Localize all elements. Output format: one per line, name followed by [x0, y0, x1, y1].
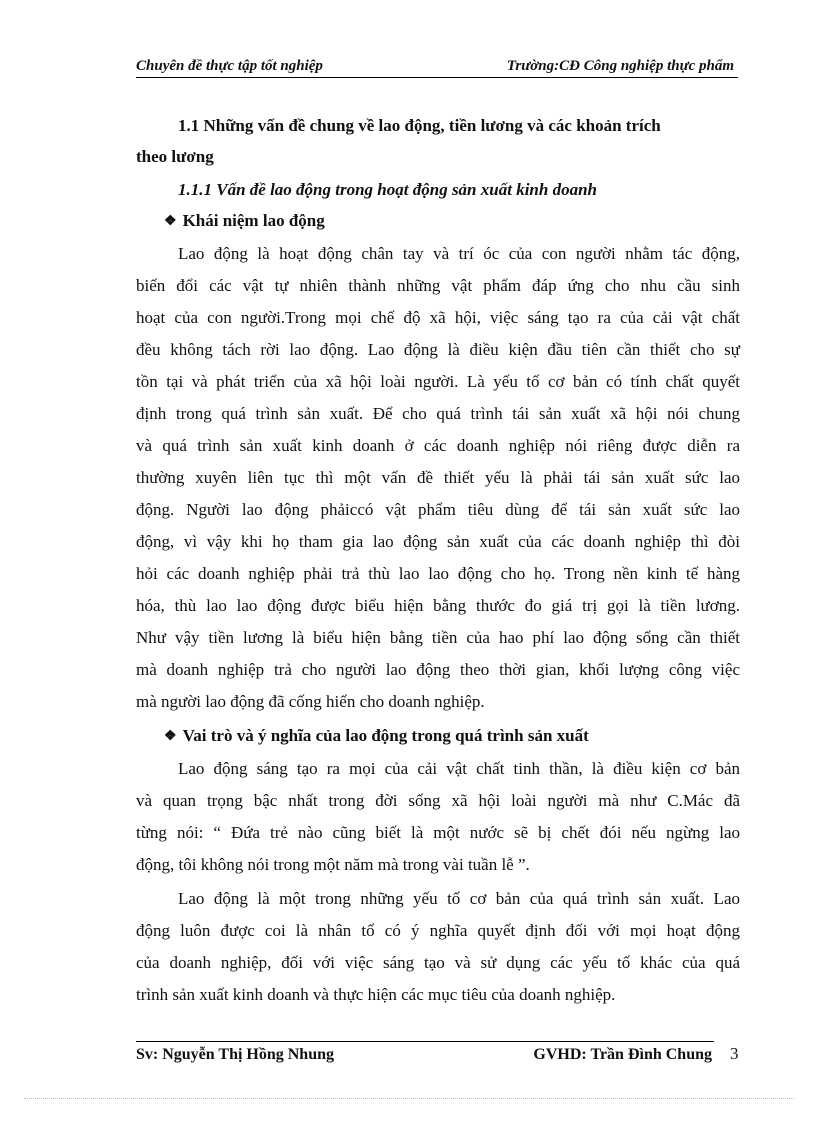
para3-line: động luôn được coi là nhân tố có ý nghĩa quyết định đối với mọi hoạt động	[136, 921, 740, 940]
para1-line: hoạt của con người.Trong mọi chế độ xã hội, việc sáng tạo ra của cải vật chất	[136, 308, 740, 327]
header-divider	[136, 77, 738, 78]
header-left-text: Chuyên đề thực tập tốt nghiệp	[136, 58, 323, 74]
diamond-bullet-icon: ❖	[164, 214, 177, 229]
para1-line: động, vì vậy khi họ tham gia lao động sản xuất của các doanh nghiệp thì đòi	[136, 532, 740, 551]
para1-line: định trong quá trình sản xuất. Để cho quá trình tái sản xuất xã hội nói chung	[136, 404, 740, 423]
para1-line: hóa, thù lao lao động được biểu hiện bằng thước đo giá trị gọi là tiền lương.	[136, 596, 740, 615]
page-header	[136, 58, 736, 78]
para2-line: Lao động sáng tạo ra mọi của cải vật chất tinh thần, là điều kiện cơ bản	[178, 759, 740, 778]
footer-divider	[136, 1041, 714, 1042]
heading-definition	[164, 211, 325, 231]
diamond-bullet-icon: ❖	[164, 729, 177, 744]
section-title-line-1: 1.1 Những vấn đề chung về lao động, tiền lương và các khoản trích	[178, 116, 661, 135]
footer-student-name: Sv: Nguyễn Thị Hồng Nhung	[136, 1046, 334, 1063]
para1-line: động. Người lao động phảiccó vật phẩm tiêu dùng để tái sản xuất sức lao	[136, 500, 740, 519]
heading-role-text: Vai trò và ý nghĩa của lao động trong quá trình sản xuất	[182, 726, 589, 745]
para1-line: Như vậy tiền lương là biểu hiện bằng tiền của hao phí lao động sống cần thiết	[136, 628, 740, 647]
para1-line: thường xuyên liên tục thì một vấn đề thiết yếu là phải tái sản xuất sức lao	[136, 468, 740, 487]
para2-line: động, tôi không nói trong một năm mà trong vài tuần lễ ”.	[136, 855, 530, 874]
para1-line: mà doanh nghiệp trả cho người lao động theo thời gian, khối lượng công việc	[136, 660, 740, 679]
para2-line: từng nói: “ Đứa trẻ nào cũng biết là một nước sẽ bị chết đói nếu ngừng lao	[136, 823, 740, 842]
para3-line: của doanh nghiệp, đối với việc sáng tạo và sử dụng các yếu tố khác của quá	[136, 953, 740, 972]
para3-line: Lao động là một trong những yếu tố cơ bản của quá trình sản xuất. Lao	[178, 889, 740, 908]
para1-line: Lao động là hoạt động chân tay và trí óc của con người nhằm tác động,	[178, 244, 740, 263]
section-title-line-2: theo lương	[136, 147, 214, 166]
subsection-title: 1.1.1 Vấn đề lao động trong hoạt động sản xuất kinh doanh	[178, 180, 597, 199]
para1-line: đều không tách rời lao động. Lao động là điều kiện đầu tiên cần thiết cho sự	[136, 340, 740, 359]
heading-role	[164, 726, 589, 746]
page-footer	[136, 1046, 716, 1068]
page-number: 3	[730, 1044, 739, 1063]
para1-line: hỏi các doanh nghiệp phải trả thù lao lao động cho họ. Trong nền kinh tế hàng	[136, 564, 740, 583]
para2-line: và quan trọng bậc nhất trong đời sống xã hội loài người mà như C.Mác đã	[136, 791, 740, 810]
para1-line: mà người lao động đã cống hiến cho doanh nghiệp.	[136, 692, 485, 711]
para3-line: trình sản xuất kinh doanh và thực hiện các mục tiêu của doanh nghiệp.	[136, 985, 616, 1004]
page-bottom-rule	[24, 1098, 794, 1099]
para1-line: và quá trình sản xuất kinh doanh ở các doanh nghiệp nói riêng được diễn ra	[136, 436, 740, 455]
para1-line: biến đổi các vật tự nhiên thành những vật phẩm đáp ứng cho nhu cầu sinh	[136, 276, 740, 295]
header-right-text: Trường:CĐ Công nghiệp thực phẩm	[506, 58, 734, 74]
footer-supervisor-name: GVHD: Trần Đình Chung	[533, 1046, 712, 1063]
para1-line: tồn tại và phát triển của xã hội loài người. Là yếu tố cơ bản có tính chất quyết	[136, 372, 740, 391]
heading-definition-text: Khái niệm lao động	[182, 211, 325, 230]
